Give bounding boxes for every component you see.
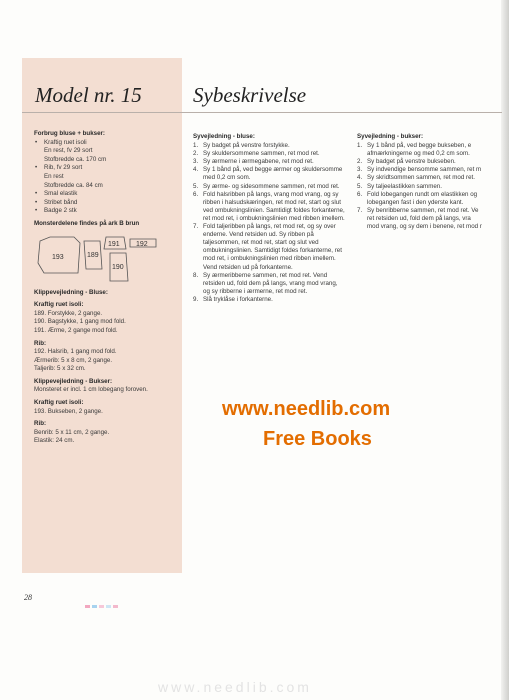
step-number: 4. <box>193 166 199 174</box>
pants-cut-title: Klippevejledning - Bukser: <box>34 377 113 385</box>
step-text: afmærkningerne og med 0,2 cm som. <box>367 150 470 158</box>
step-text: Sy skuldersommene sammen, ret mod ret. <box>203 150 320 158</box>
rib2-title: Rib: <box>34 420 47 428</box>
step-number: 1. <box>357 142 363 150</box>
consumption-title: Forbrug bluse + bukser: <box>34 130 105 137</box>
step-text: Sy taljeelastikken sammen. <box>367 182 442 190</box>
material-item: Stofbredde ca. 84 cm <box>44 181 103 189</box>
material-item: En rest, fv 29 sort <box>44 147 93 155</box>
material-item: Stofbredde ca. 170 cm <box>44 155 107 163</box>
pants-step <box>357 174 501 182</box>
step-text: Sy ærme- og sidesommene sammen, ret mod ret. <box>203 182 340 190</box>
blouse-step <box>193 166 345 182</box>
step-text: Sy benribberne sammen, ret mod ret. Ve <box>367 206 479 214</box>
sidebar-content <box>34 126 180 446</box>
step-text: Sy skridtsommen sammen, ret mod ret. <box>367 174 475 182</box>
title-divider <box>22 112 502 113</box>
pants-fabric-title: Kraftig ruet isoli: <box>34 399 84 407</box>
page-edge-shadow <box>501 0 509 700</box>
color-swatch <box>113 605 118 608</box>
blouse-instructions-title: Syvejledning - bluse: <box>193 133 255 140</box>
blouse-fabric-line: 191. Ærme, 2 gange mod fold. <box>34 326 118 334</box>
pants-instructions-title: Syvejledning - bukser: <box>357 133 424 140</box>
step-text: Sy 1 bånd på, ved begge ærmer og skuldersomme med 0,2 cm som. <box>203 166 343 182</box>
pants-instructions <box>357 133 501 231</box>
pants-steps-list <box>357 142 501 231</box>
rib-line: 192. Halsrib, 1 gang mod fold. <box>34 348 117 356</box>
step-number: 7. <box>357 206 363 214</box>
pants-step <box>357 207 501 215</box>
material-item: En rest <box>44 172 64 180</box>
step-number: 5. <box>193 182 199 190</box>
material-item: • Badge 2 stk <box>34 207 180 216</box>
main-title: Sybeskrivelse <box>193 83 307 107</box>
step-number: 2. <box>193 150 199 158</box>
footer-watermark: www.needlib.com <box>158 679 312 695</box>
pants-step <box>357 215 501 223</box>
pants-fabric-line: 193. Bukseben, 2 gange. <box>34 407 103 415</box>
blouse-step <box>193 183 345 191</box>
step-text: Fold taljeribben på langs, ret mod ret, og sy over enderne. Vend retsiden ud. Sy ribben på taljesommen, ret mod ret, start og slut ved ombukningslinien. Samtidigt foldes forkanterne, ret mod ret, i ombukningslinien med ribben imellem. Vend retsiden ud på forkanterne. <box>203 223 342 271</box>
pants-step <box>357 183 501 191</box>
pants-step <box>357 223 501 231</box>
step-text: Sy 1 bånd på, ved begge bukseben, e <box>367 142 472 150</box>
blouse-instructions <box>193 133 345 304</box>
step-text: Slå tryklåse i forkanterne. <box>203 295 273 303</box>
pattern-label-192: 192 <box>136 240 148 248</box>
materials-list <box>34 139 180 216</box>
page-number: 28 <box>24 593 32 602</box>
color-swatch <box>99 605 104 608</box>
pants-step <box>357 150 501 158</box>
blouse-step <box>193 158 345 166</box>
blouse-step <box>193 223 345 272</box>
step-text: Sy ærmeribberne sammen, ret mod ret. Vend retsiden ud, fold dem på langs, vrang mod vrang, og sy ribberne i ærmerne, ret mod ret. <box>203 271 338 295</box>
pattern-label-190: 190 <box>112 263 124 271</box>
step-text: ret retsiden ud, fold dem på langs, vra <box>367 214 471 222</box>
pattern-title: Monsterdelene findes på ark B brun <box>34 219 140 227</box>
rib2-line: Benrib: 5 x 11 cm, 2 gange. <box>34 428 110 436</box>
watermark-free-books: Free Books <box>263 428 372 450</box>
step-text: Sy badget på venstre bukseben. <box>367 158 456 166</box>
step-text: Sy indvendige bensomme sammen, ret m <box>367 166 482 174</box>
pants-step <box>357 142 501 150</box>
model-title: Model nr. 15 <box>35 83 142 107</box>
blouse-step <box>193 150 345 158</box>
pants-step <box>357 166 501 174</box>
rib-title: Rib: <box>34 339 47 347</box>
pants-cut-line: Monsteret er incl. 1 cm lobegang foroven. <box>34 386 148 394</box>
watermark-url[interactable]: www.needlib.com <box>222 398 391 420</box>
pants-step <box>357 158 501 166</box>
step-text: lobegangen fast i den yderste kant. <box>367 198 464 206</box>
blouse-step <box>193 272 345 296</box>
material-item: • Kraftig ruet isoli <box>34 139 180 148</box>
step-number: 8. <box>193 271 199 279</box>
blouse-steps-list <box>193 142 345 304</box>
rib-line: Taljerib: 5 x 32 cm. <box>34 365 86 373</box>
material-item: • Rib, fv 29 sort <box>34 164 180 173</box>
pattern-pieces-diagram <box>34 233 174 283</box>
step-number: 4. <box>357 174 363 182</box>
material-item: • Stribet bånd <box>34 199 180 208</box>
color-swatches <box>85 605 118 608</box>
blouse-step <box>193 142 345 150</box>
step-number: 3. <box>357 166 363 174</box>
color-swatch <box>106 605 111 608</box>
pattern-label-189: 189 <box>87 251 99 259</box>
blouse-fabric-title: Kraftig ruet isoli: <box>34 301 84 309</box>
pattern-label-193: 193 <box>52 253 64 261</box>
color-swatch <box>85 605 90 608</box>
step-number: 5. <box>357 182 363 190</box>
color-swatch <box>92 605 97 608</box>
step-text: Fold lobegangen rundt om elastikken og <box>367 190 478 198</box>
rib2-line: Elastik: 24 cm. <box>34 437 75 445</box>
step-number: 9. <box>193 295 199 303</box>
blouse-fabric-line: 189. Forstykke, 2 gange. <box>34 309 103 317</box>
blouse-fabric-line: 190. Bagstykke, 1 gang mod fold. <box>34 318 126 326</box>
pants-step <box>357 191 501 199</box>
blouse-step <box>193 296 345 304</box>
step-text: Fold halsribben på langs, vrang mod vrang, og sy ribben i halsudskæringen, ret mod ret, start og slut ved ombukningslinien. Samtidigt foldes forkanterne, ret mod ret, i ombukningslinien med ribben imellem. <box>203 190 345 222</box>
step-number: 6. <box>357 190 363 198</box>
step-text: mod vrang, og sy dem i benene, ret mod r <box>367 223 482 231</box>
step-number: 3. <box>193 158 199 166</box>
blouse-cut-title: Klippevejledning - Bluse: <box>34 288 108 296</box>
step-number: 1. <box>193 142 199 150</box>
step-number: 7. <box>193 223 199 231</box>
step-number: 6. <box>193 190 199 198</box>
pattern-label-191: 191 <box>108 240 120 248</box>
material-item: • Smal elastik <box>34 190 180 199</box>
pants-step <box>357 199 501 207</box>
rib-line: Ærmerib: 5 x 8 cm, 2 gange. <box>34 356 113 364</box>
blouse-step <box>193 191 345 223</box>
step-text: Sy badget på venstre forstykke. <box>203 142 290 150</box>
step-number: 2. <box>357 158 363 166</box>
step-text: Sy ærmerne i ærmegabene, ret mod ret. <box>203 158 314 166</box>
